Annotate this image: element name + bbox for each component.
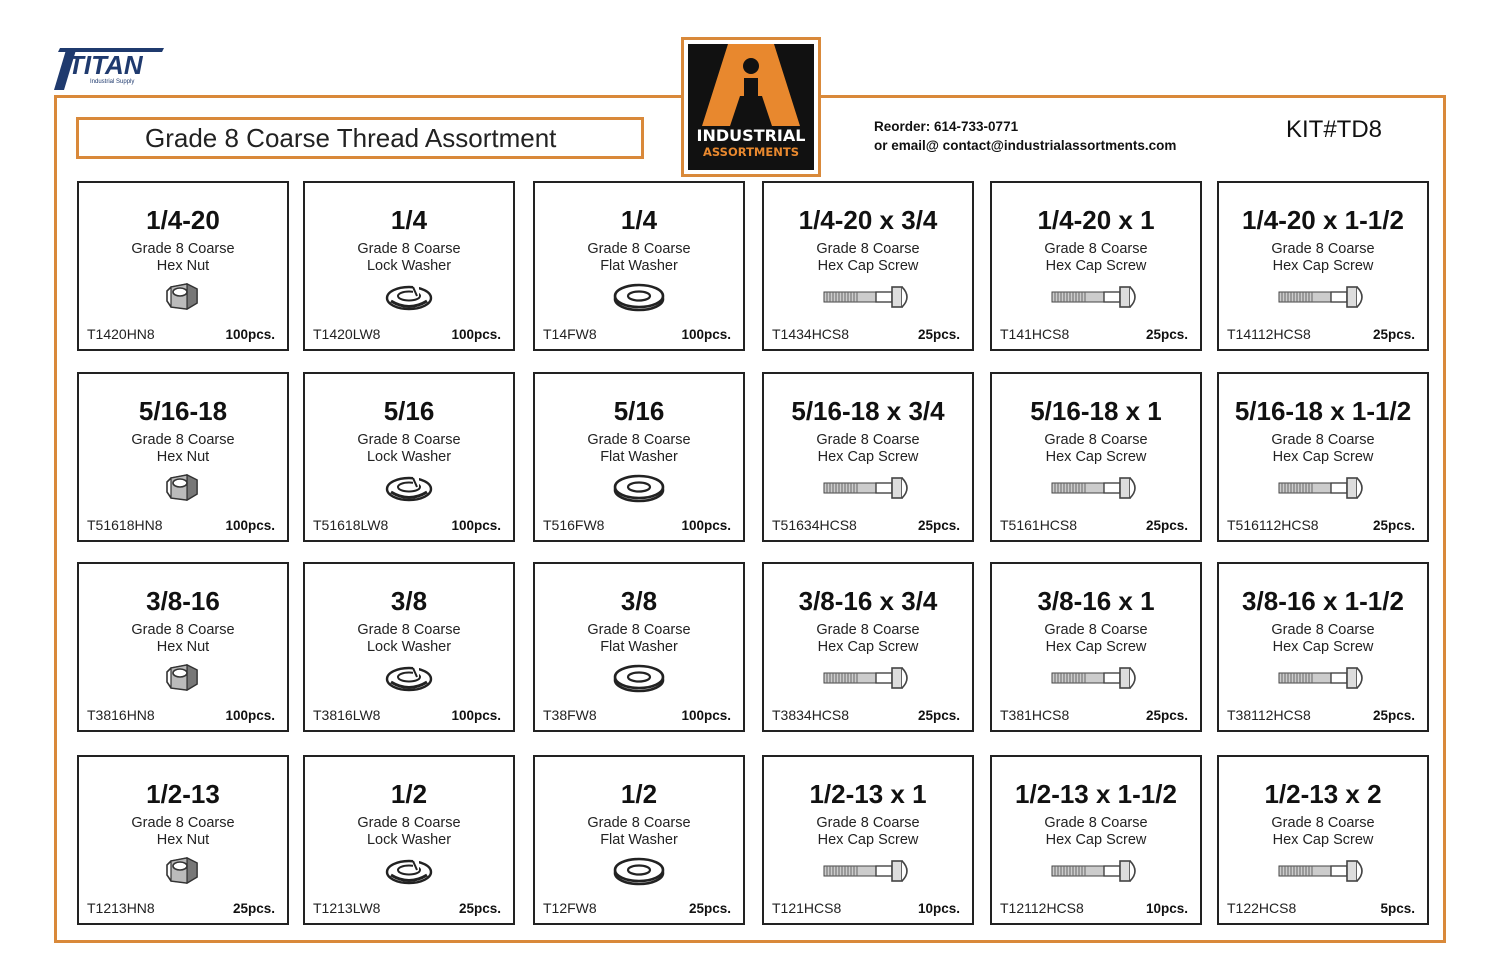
fastener-grade: Grade 8 Coarse <box>357 622 461 638</box>
fastener-type: Hex Nut <box>156 258 210 274</box>
fastener-size: 5/16-18 x 1 <box>1030 396 1162 426</box>
flat-washer-icon <box>535 660 743 696</box>
fastener-size: 1/2 <box>390 779 428 809</box>
hex-cap-screw-icon <box>764 660 972 696</box>
hex-cap-screw-icon <box>992 660 1200 696</box>
part-number: T3816HN8 <box>87 707 155 723</box>
part-number: T38112HCS8 <box>1227 707 1311 723</box>
fastener-type: Flat Washer <box>600 449 678 465</box>
fastener-grade: Grade 8 Coarse <box>1271 622 1375 638</box>
part-number: T1213LW8 <box>313 900 381 916</box>
fastener-size: 1/2 <box>620 779 658 809</box>
hex-cap-screw-icon <box>992 279 1200 315</box>
fastener-cell <box>1217 562 1429 732</box>
lock-washer-icon <box>305 853 513 889</box>
hex-cap-screw-icon <box>764 470 972 506</box>
fastener-type: Lock Washer <box>366 258 452 274</box>
fastener-size: 3/8-16 <box>146 586 220 616</box>
hex-cap-screw-icon <box>992 470 1200 506</box>
fastener-grade: Grade 8 Coarse <box>131 432 235 448</box>
part-number: T141HCS8 <box>1000 326 1070 342</box>
fastener-grade: Grade 8 Coarse <box>816 241 920 257</box>
fastener-cell <box>303 372 515 542</box>
fastener-type: Hex Cap Screw <box>817 639 919 655</box>
fastener-size: 1/4-20 <box>146 205 220 235</box>
quantity: 25pcs. <box>458 901 501 916</box>
fastener-cell <box>762 562 974 732</box>
part-number: T51618HN8 <box>87 517 163 533</box>
reorder-phone: Reorder: 614-733-0771 <box>874 119 1019 134</box>
fastener-grade: Grade 8 Coarse <box>1044 241 1148 257</box>
reorder-email: or email@ contact@industrialassortments.com <box>874 138 1177 153</box>
quantity: 100pcs. <box>451 327 501 342</box>
fastener-grade: Grade 8 Coarse <box>1271 432 1375 448</box>
fastener-type: Flat Washer <box>600 639 678 655</box>
fastener-size: 3/8-16 x 3/4 <box>798 586 938 616</box>
quantity: 100pcs. <box>451 518 501 533</box>
titan-logo-tagline: Industrial Supply <box>90 79 135 85</box>
fastener-size: 1/2-13 x 2 <box>1264 779 1382 809</box>
part-number: T121HCS8 <box>772 900 842 916</box>
fastener-cell <box>1217 372 1429 542</box>
quantity: 25pcs. <box>917 327 960 342</box>
fastener-grade: Grade 8 Coarse <box>131 622 235 638</box>
fastener-type: Hex Cap Screw <box>1045 639 1147 655</box>
quantity: 100pcs. <box>225 518 275 533</box>
fastener-size: 3/8 <box>620 586 658 616</box>
fastener-size: 1/4-20 x 3/4 <box>798 205 938 235</box>
part-number: T1434HCS8 <box>772 326 850 342</box>
fastener-type: Hex Cap Screw <box>817 449 919 465</box>
ia-logo-word1: INDUSTRIAL <box>696 126 806 145</box>
fastener-size: 3/8 <box>390 586 428 616</box>
fastener-cell <box>533 755 745 925</box>
industrial-assortments-logo <box>681 37 821 177</box>
fastener-cell <box>762 181 974 351</box>
quantity: 100pcs. <box>225 327 275 342</box>
hex-cap-screw-icon <box>992 853 1200 889</box>
fastener-grade: Grade 8 Coarse <box>587 432 691 448</box>
quantity: 25pcs. <box>688 901 731 916</box>
fastener-grade: Grade 8 Coarse <box>357 815 461 831</box>
quantity: 10pcs. <box>917 901 960 916</box>
fastener-type: Hex Nut <box>156 639 210 655</box>
quantity: 25pcs. <box>1372 518 1415 533</box>
part-number: T38FW8 <box>543 707 597 723</box>
fastener-grade: Grade 8 Coarse <box>131 815 235 831</box>
fastener-size: 5/16 <box>613 396 665 426</box>
fastener-type: Hex Nut <box>156 449 210 465</box>
fastener-cell <box>303 755 515 925</box>
fastener-grade: Grade 8 Coarse <box>816 815 920 831</box>
fastener-grade: Grade 8 Coarse <box>1271 241 1375 257</box>
fastener-grade: Grade 8 Coarse <box>816 622 920 638</box>
lock-washer-icon <box>305 660 513 696</box>
fastener-type: Hex Cap Screw <box>817 832 919 848</box>
fastener-type: Lock Washer <box>366 449 452 465</box>
fastener-cell <box>762 755 974 925</box>
fastener-size: 5/16-18 x 1-1/2 <box>1234 396 1412 426</box>
part-number: T14FW8 <box>543 326 597 342</box>
part-number: T51618LW8 <box>313 517 389 533</box>
fastener-type: Hex Cap Screw <box>1045 449 1147 465</box>
fastener-type: Hex Cap Screw <box>1272 449 1374 465</box>
quantity: 10pcs. <box>1145 901 1188 916</box>
fastener-type: Flat Washer <box>600 832 678 848</box>
quantity: 5pcs. <box>1380 901 1415 916</box>
quantity: 100pcs. <box>681 708 731 723</box>
part-number: T3834HCS8 <box>772 707 850 723</box>
fastener-type: Lock Washer <box>366 832 452 848</box>
flat-washer-icon <box>535 279 743 315</box>
quantity: 25pcs. <box>917 708 960 723</box>
flat-washer-icon <box>535 853 743 889</box>
fastener-grade: Grade 8 Coarse <box>357 241 461 257</box>
part-number: T122HCS8 <box>1227 900 1297 916</box>
part-number: T381HCS8 <box>1000 707 1070 723</box>
part-number: T516112HCS8 <box>1227 517 1319 533</box>
fastener-grade: Grade 8 Coarse <box>1044 622 1148 638</box>
fastener-size: 3/8-16 x 1 <box>1037 586 1155 616</box>
fastener-size: 3/8-16 x 1-1/2 <box>1242 586 1404 616</box>
fastener-size: 1/2-13 <box>146 779 220 809</box>
page-title: Grade 8 Coarse Thread Assortment <box>145 122 557 153</box>
quantity: 25pcs. <box>1145 327 1188 342</box>
fastener-cell <box>1217 181 1429 351</box>
hex-cap-screw-icon <box>1219 279 1427 315</box>
fastener-size: 1/4-20 x 1 <box>1037 205 1155 235</box>
fastener-type: Lock Washer <box>366 639 452 655</box>
fastener-grade: Grade 8 Coarse <box>357 432 461 448</box>
quantity: 25pcs. <box>1145 518 1188 533</box>
quantity: 100pcs. <box>681 518 731 533</box>
fastener-grade: Grade 8 Coarse <box>587 622 691 638</box>
fastener-grade: Grade 8 Coarse <box>587 241 691 257</box>
fastener-cell <box>990 372 1202 542</box>
fastener-cell <box>990 562 1202 732</box>
fastener-type: Hex Nut <box>156 832 210 848</box>
fastener-size: 1/4 <box>620 205 658 235</box>
part-number: T5161HCS8 <box>1000 517 1078 533</box>
part-number: T12FW8 <box>543 900 597 916</box>
titan-logo <box>52 44 167 92</box>
lock-washer-icon <box>305 470 513 506</box>
fastener-size: 1/4-20 x 1-1/2 <box>1242 205 1404 235</box>
quantity: 100pcs. <box>225 708 275 723</box>
quantity: 25pcs. <box>1372 708 1415 723</box>
contact-info <box>874 117 1176 155</box>
fastener-cell <box>1217 755 1429 925</box>
quantity: 25pcs. <box>232 901 275 916</box>
part-number: T1420HN8 <box>87 326 155 342</box>
fastener-cell <box>990 755 1202 925</box>
hex-cap-screw-icon <box>1219 853 1427 889</box>
fastener-grade: Grade 8 Coarse <box>1044 432 1148 448</box>
fastener-cell <box>762 372 974 542</box>
fastener-cell <box>990 181 1202 351</box>
fastener-cell <box>533 181 745 351</box>
part-number: T51634HCS8 <box>772 517 857 533</box>
fastener-grade: Grade 8 Coarse <box>816 432 920 448</box>
fastener-type: Hex Cap Screw <box>1272 258 1374 274</box>
quantity: 25pcs. <box>917 518 960 533</box>
fastener-cell <box>77 372 289 542</box>
fastener-cell <box>303 181 515 351</box>
part-number: T1420LW8 <box>313 326 381 342</box>
fastener-cell <box>77 562 289 732</box>
fastener-grade: Grade 8 Coarse <box>587 815 691 831</box>
part-number: T3816LW8 <box>313 707 381 723</box>
fastener-type: Hex Cap Screw <box>817 258 919 274</box>
fastener-type: Hex Cap Screw <box>1272 639 1374 655</box>
hex-cap-screw-icon <box>1219 470 1427 506</box>
hex-nut-icon <box>79 853 287 889</box>
part-number: T14112HCS8 <box>1227 326 1311 342</box>
fastener-size: 1/2-13 x 1-1/2 <box>1015 779 1177 809</box>
quantity: 25pcs. <box>1145 708 1188 723</box>
fastener-type: Hex Cap Screw <box>1045 258 1147 274</box>
hex-cap-screw-icon <box>764 279 972 315</box>
fastener-cell <box>533 372 745 542</box>
fastener-size: 1/4 <box>390 205 428 235</box>
kit-number: KIT#TD8 <box>1286 116 1383 143</box>
fastener-type: Flat Washer <box>600 258 678 274</box>
titan-logo-name: TITAN <box>68 50 143 80</box>
quantity: 100pcs. <box>681 327 731 342</box>
fastener-type: Hex Cap Screw <box>1045 832 1147 848</box>
fastener-cell <box>77 181 289 351</box>
part-number: T1213HN8 <box>87 900 155 916</box>
part-number: T516FW8 <box>543 517 605 533</box>
fastener-cell <box>533 562 745 732</box>
fastener-grade: Grade 8 Coarse <box>1044 815 1148 831</box>
title-box <box>76 117 644 159</box>
hex-cap-screw-icon <box>764 853 972 889</box>
fastener-grade: Grade 8 Coarse <box>1271 815 1375 831</box>
part-number: T12112HCS8 <box>1000 900 1084 916</box>
lock-washer-icon <box>305 279 513 315</box>
ia-logo-word2: ASSORTMENTS <box>703 145 799 159</box>
fastener-grade: Grade 8 Coarse <box>131 241 235 257</box>
hex-nut-icon <box>79 660 287 696</box>
fastener-cell <box>303 562 515 732</box>
fastener-size: 5/16-18 x 3/4 <box>791 396 945 426</box>
flat-washer-icon <box>535 470 743 506</box>
quantity: 25pcs. <box>1372 327 1415 342</box>
fastener-size: 5/16-18 <box>138 396 228 426</box>
fastener-size: 1/2-13 x 1 <box>809 779 927 809</box>
hex-nut-icon <box>79 279 287 315</box>
fastener-type: Hex Cap Screw <box>1272 832 1374 848</box>
quantity: 100pcs. <box>451 708 501 723</box>
hex-cap-screw-icon <box>1219 660 1427 696</box>
hex-nut-icon <box>79 470 287 506</box>
fastener-cell <box>77 755 289 925</box>
fastener-size: 5/16 <box>383 396 435 426</box>
